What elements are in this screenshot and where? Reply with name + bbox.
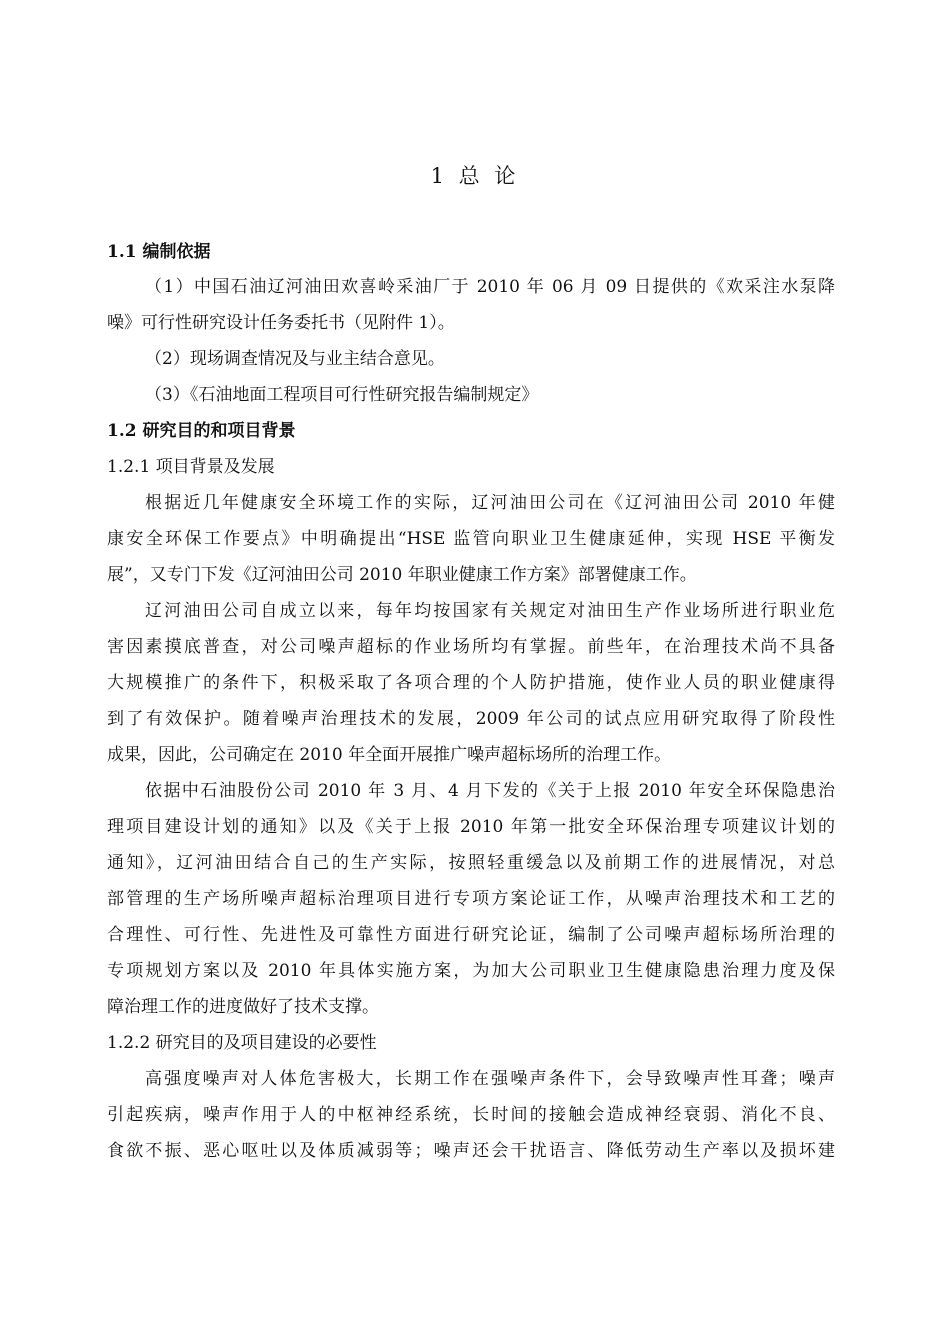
section-heading-1-1: 1.1 编制依据 — [107, 242, 211, 262]
paragraph-line: 展”，又专门下发《辽河油田公司 2010 年职业健康工作方案》部署健康工作。 — [107, 565, 697, 585]
paragraph-line: 通知》，辽河油田结合自己的生产实际，按照轻重缓急以及前期工作的进展情况，对总 — [107, 853, 835, 873]
paragraph-line: 障治理工作的进度做好了技术支撑。 — [107, 997, 379, 1017]
paragraph-line: 康安全环保工作要点》中明确提出“HSE 监管向职业卫生健康延伸，实现 HSE 平衡发 — [107, 529, 835, 549]
paragraph-line: 高强度噪声对人体危害极大，长期工作在强噪声条件下，会导致噪声性耳聋；噪声 — [145, 1069, 835, 1089]
paragraph-line: 害因素摸底普查，对公司噪声超标的作业场所均有掌握。前些年，在治理技术尚不具备 — [107, 637, 835, 657]
paragraph-line: 理项目建设计划的通知》以及《关于上报 2010 年第一批安全环保治理专项建议计划的 — [107, 817, 835, 837]
subsection-heading-1-2-2: 1.2.2 研究目的及项目建设的必要性 — [107, 1033, 377, 1053]
paragraph-line: 合理性、可行性、先进性及可靠性方面进行研究论证，编制了公司噪声超标场所治理的 — [107, 925, 835, 945]
paragraph-line: 噪》可行性研究设计任务委托书（见附件 1）。 — [107, 313, 455, 333]
chapter-title: 1 总 论 — [430, 164, 520, 188]
paragraph-line: 辽河油田公司自成立以来，每年均按国家有关规定对油田生产作业场所进行职业危 — [145, 601, 835, 621]
paragraph-line: 部管理的生产场所噪声超标治理项目进行专项方案论证工作，从噪声治理技术和工艺的 — [107, 889, 835, 909]
paragraph-line: 引起疾病，噪声作用于人的中枢神经系统，长时间的接触会造成神经衰弱、消化不良、 — [107, 1105, 835, 1125]
paragraph-line: 到了有效保护。随着噪声治理技术的发展，2009 年公司的试点应用研究取得了阶段性 — [107, 709, 835, 729]
subsection-heading-1-2-1: 1.2.1 项目背景及发展 — [107, 457, 275, 477]
paragraph-line: 成果，因此，公司确定在 2010 年全面开展推广噪声超标场所的治理工作。 — [107, 745, 672, 765]
paragraph-line: 专项规划方案以及 2010 年具体实施方案，为加大公司职业卫生健康隐患治理力度及保 — [107, 961, 835, 981]
paragraph-line: （1）中国石油辽河油田欢喜岭采油厂于 2010 年 06 月 09 日提供的《欢采注水泵降 — [145, 277, 835, 297]
paragraph-line: （3）《石油地面工程项目可行性研究报告编制规定》 — [145, 385, 539, 405]
section-heading-1-2: 1.2 研究目的和项目背景 — [107, 421, 296, 441]
paragraph-line: （2）现场调查情况及与业主结合意见。 — [145, 349, 445, 369]
paragraph-line: 依据中石油股份公司 2010 年 3 月、4 月下发的《关于上报 2010 年安全环保隐患治 — [145, 781, 835, 801]
paragraph-line: 根据近几年健康安全环境工作的实际，辽河油田公司在《辽河油田公司 2010 年健 — [145, 493, 835, 513]
paragraph-line: 大规模推广的条件下，积极采取了各项合理的个人防护措施，使作业人员的职业健康得 — [107, 673, 835, 693]
paragraph-line: 食欲不振、恶心呕吐以及体质减弱等；噪声还会干扰语言、降低劳动生产率以及损坏建 — [107, 1141, 835, 1161]
